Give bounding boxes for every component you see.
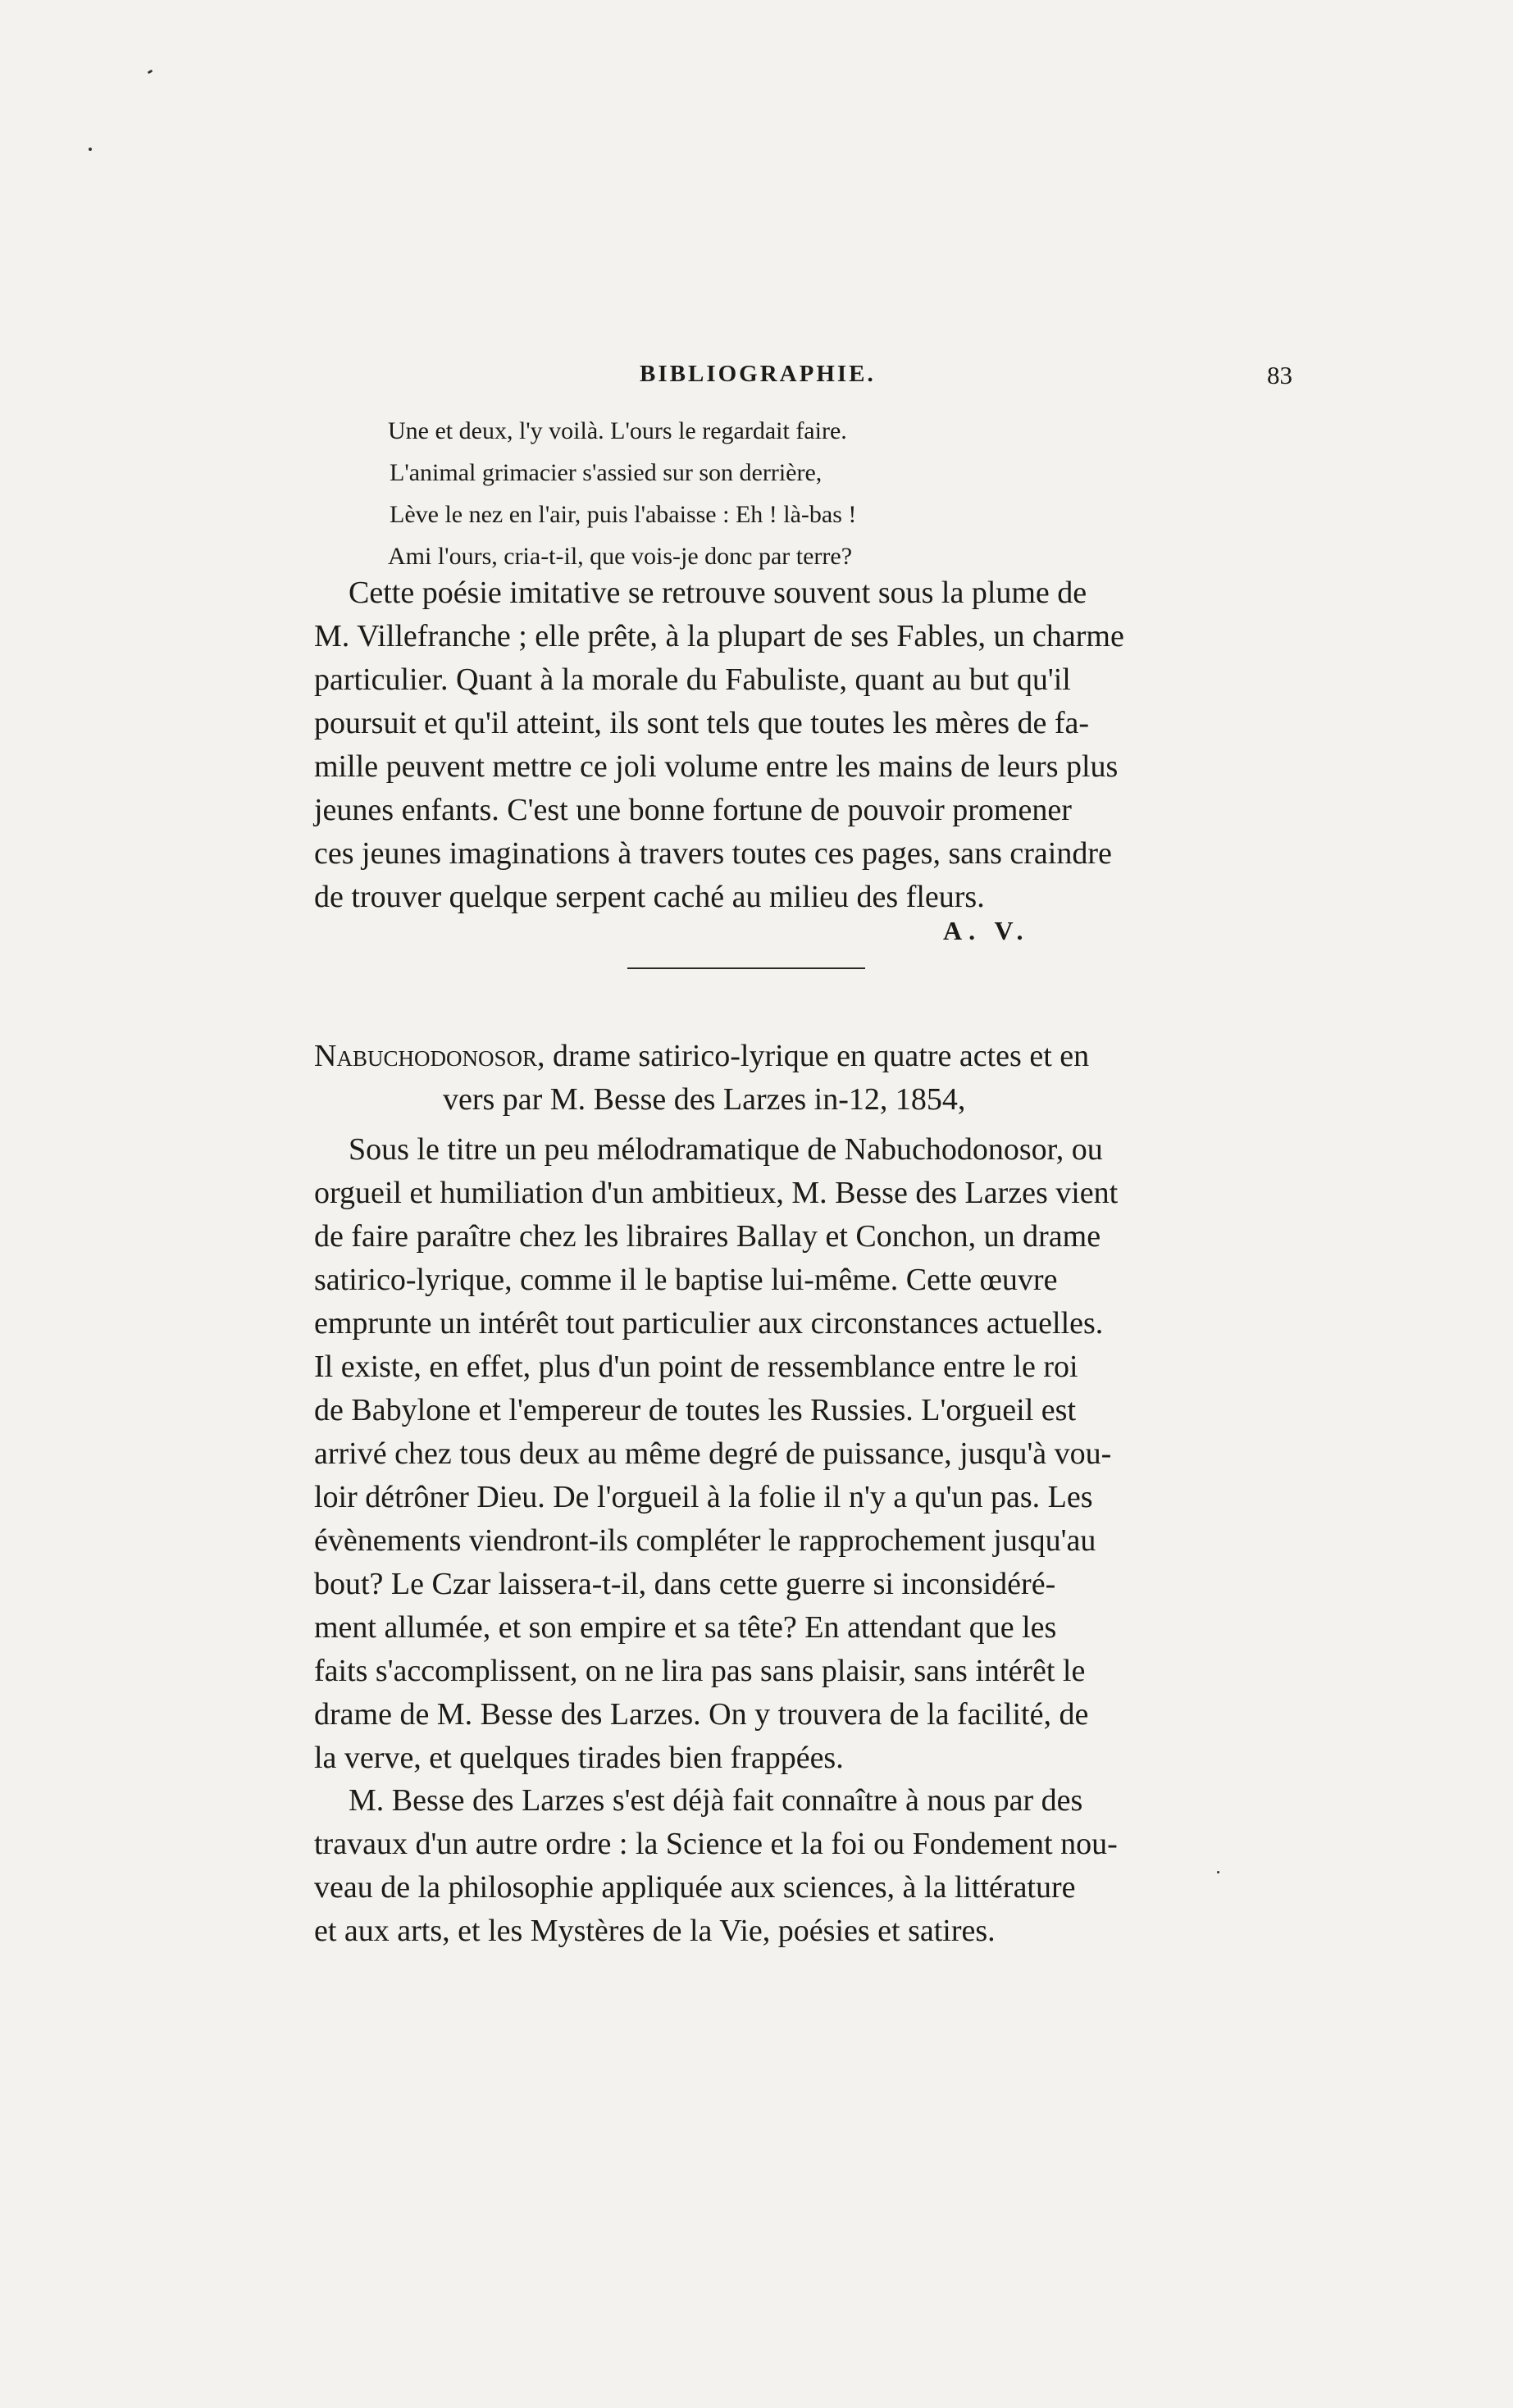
paper-speck [1217,1871,1219,1873]
page-header [344,361,1312,402]
text-line: de faire paraître chez les libraires Ballay et Conchon, un drame [314,1219,1101,1254]
verse-line: L'animal grimacier s'assied sur son derrière, [390,459,823,486]
text-line: poursuit et qu'il atteint, ils sont tels que toutes les mères de fa- [314,706,1090,740]
text-line: de trouver quelque serpent caché au milieu des fleurs. [314,880,985,914]
paragraph-fables-review [314,571,1196,919]
verse-line: Une et deux, l'y voilà. L'ours le regardait faire. [388,417,847,444]
text-line: loir détrôner Dieu. De l'orgueil à la folie il n'y a qu'un pas. Les [314,1480,1093,1514]
book-publication-details: vers par M. Besse des Larzes in-12, 1854, [443,1082,966,1117]
text-line: de Babylone et l'empereur de toutes les Russies. L'orgueil est [314,1393,1076,1427]
text-line: M. Villefranche ; elle prête, à la plupart de ses Fables, un charme [314,619,1124,653]
text-line: évènements viendront-ils compléter le rapprochement jusqu'au [314,1523,1096,1558]
text-line: arrivé chez tous deux au même degré de puissance, jusqu'à vou- [314,1436,1112,1471]
text-line: M. Besse des Larzes s'est déjà fait connaître à nous par des [349,1783,1083,1818]
paper-speck [148,70,153,75]
text-line: mille peuvent mettre ce joli volume entre les mains de leurs plus [314,749,1119,784]
signature-initials: A. V. [943,916,1030,945]
text-line: et aux arts, et les Mystères de la Vie, poésies et satires. [314,1914,996,1948]
text-line: faits s'accomplissent, on ne lira pas sans plaisir, sans intérêt le [314,1654,1086,1688]
book-description: drame satirico-lyrique en quatre actes et en [552,1039,1090,1073]
text-line: jeunes enfants. C'est une bonne fortune de pouvoir promener [314,793,1072,827]
text-line: travaux d'un autre ordre : la Science et la foi ou Fondement nou- [314,1827,1118,1861]
text-line: bout? Le Czar laissera-t-il, dans cette guerre si inconsidéré- [314,1567,1056,1601]
text-line: drame de M. Besse des Larzes. On y trouvera de la facilité, de [314,1697,1089,1732]
section-divider [627,967,865,969]
text-line: Il existe, en effet, plus d'un point de ressemblance entre le roi [314,1350,1078,1384]
verse-line: Ami l'ours, cria-t-il, que vois-je donc par terre? [388,543,853,570]
text-line: Sous le titre un peu mélodramatique de Nabuchodonosor, ou [349,1132,1103,1167]
text-line: satirico-lyrique, comme il le baptise lui-même. Cette œuvre [314,1263,1058,1297]
paper-speck [89,148,92,151]
text-line: la verve, et quelques tirades bien frappées. [314,1741,844,1775]
text-line: orgueil et humiliation d'un ambitieux, M. Besse des Larzes vient [314,1176,1119,1210]
book-entry-heading [314,1035,1200,1122]
text-line: particulier. Quant à la morale du Fabuliste, quant au but qu'il [314,662,1071,697]
text-line: ment allumée, et son empire et sa tête? En attendant que les [314,1610,1057,1645]
text-line: Cette poésie imitative se retrouve souvent sous la plume de [349,576,1087,610]
paragraph-author-works [314,1779,1196,1953]
text-line: ces jeunes imaginations à travers toutes ces pages, sans craindre [314,836,1112,871]
running-head: BIBLIOGRAPHIE. [640,361,876,387]
verse-line: Lève le nez en l'air, puis l'abaisse : Eh ! là-bas ! [390,501,857,528]
page-number: 83 [1267,361,1292,389]
text-line: veau de la philosophie appliquée aux sciences, à la littérature [314,1870,1076,1905]
paragraph-nabuchodonosor-review [314,1128,1196,1780]
book-title: Nabuchodonosor, [314,1039,545,1073]
text-line: emprunte un intérêt tout particulier aux circonstances actuelles. [314,1306,1104,1341]
verse-quotation [388,410,1290,577]
